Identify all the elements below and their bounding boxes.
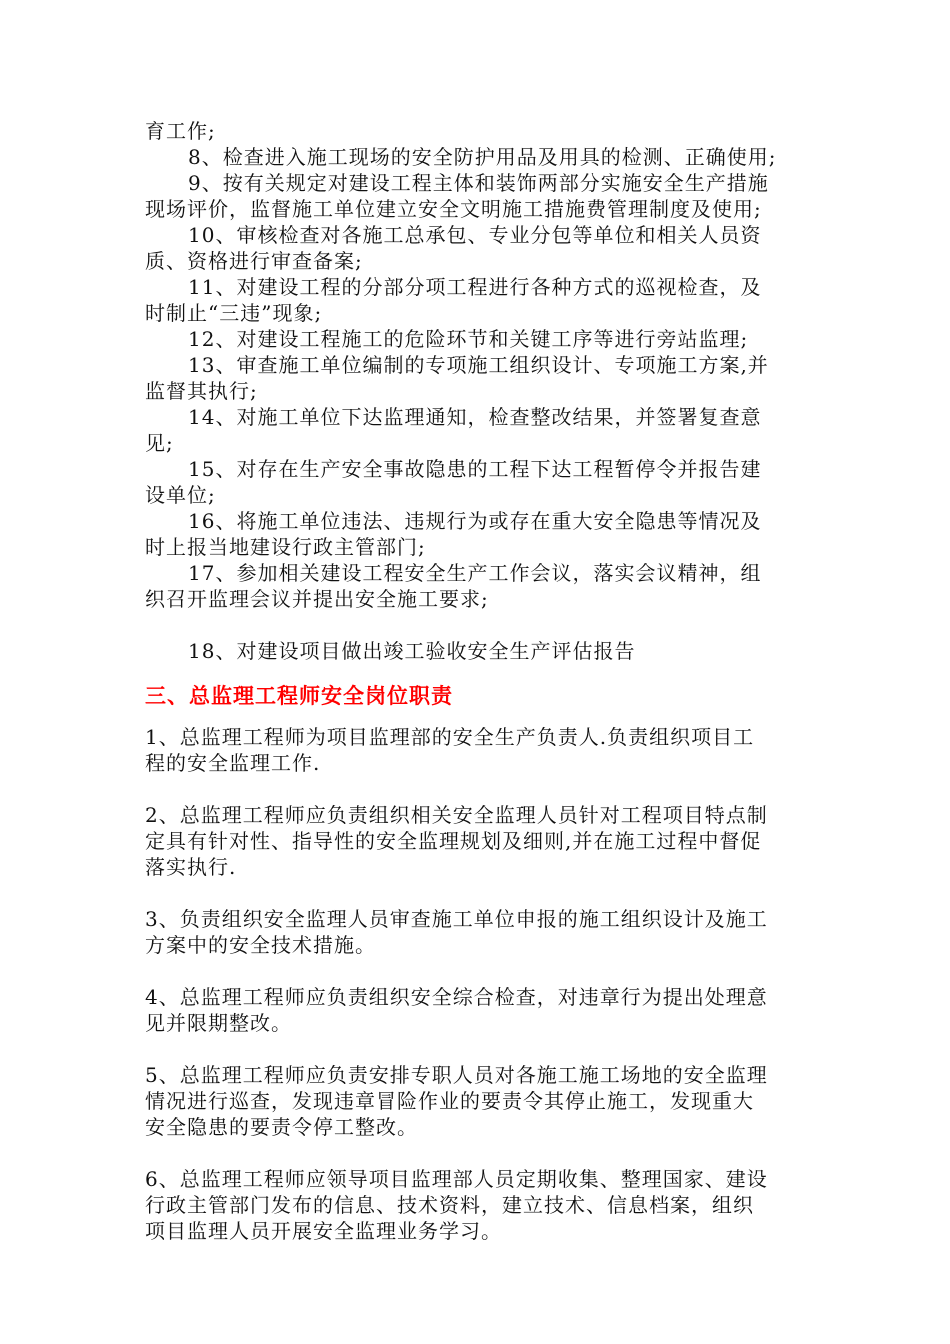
paragraph-line: 项目监理人员开展安全监理业务学习。	[145, 1219, 502, 1243]
section-heading: 三、总监理工程师安全岗位职责	[145, 684, 453, 708]
responsibility-paragraphs	[145, 724, 805, 1244]
list-item-line: 11、对建设工程的分部分项工程进行各种方式的巡视检查，及	[188, 275, 762, 299]
paragraph-line: 方案中的安全技术措施。	[145, 933, 376, 957]
paragraph	[145, 724, 805, 776]
list-item-line: 16、将施工单位违法、违规行为或存在重大安全隐患等情况及	[188, 509, 762, 533]
paragraph-line: 安全隐患的要责令停工整改。	[145, 1115, 418, 1139]
duty-list	[145, 118, 805, 612]
paragraph-line: 见并限期整改。	[145, 1011, 292, 1035]
paragraph	[145, 802, 805, 880]
paragraph	[145, 1166, 805, 1244]
paragraph-line: 落实执行.	[145, 855, 237, 879]
paragraph	[145, 906, 805, 958]
paragraph-line: 定具有针对性、指导性的安全监理规划及细则,并在施工过程中督促	[145, 829, 762, 853]
paragraph-line: 程的安全监理工作.	[145, 751, 321, 775]
paragraph-line: 4、总监理工程师应负责组织安全综合检查，对违章行为提出处理意	[145, 985, 768, 1009]
document-page	[145, 118, 805, 1270]
paragraph	[145, 984, 805, 1036]
paragraph-line: 6、总监理工程师应领导项目监理部人员定期收集、整理国家、建设	[145, 1167, 768, 1191]
list-item-line: 13、审查施工单位编制的专项施工组织设计、专项施工方案,并	[188, 353, 769, 377]
paragraph-line: 情况进行巡查，发现违章冒险作业的要责令其停止施工，发现重大	[145, 1089, 754, 1113]
list-item-line: 织召开监理会议并提出安全施工要求;	[145, 587, 489, 611]
list-item-line: 监督其执行;	[145, 379, 258, 403]
list-item-line: 时制止“三违”现象;	[145, 301, 323, 325]
list-item-line: 12、对建设工程施工的危险环节和关键工序等进行旁站监理;	[188, 327, 749, 351]
list-item-line: 育工作;	[145, 119, 216, 143]
list-item-line: 现场评价，监督施工单位建立安全文明施工措施费管理制度及使用;	[145, 197, 762, 221]
paragraph-line: 2、总监理工程师应负责组织相关安全监理人员针对工程项目特点制	[145, 803, 768, 827]
list-item-line: 时上报当地建设行政主管部门;	[145, 535, 426, 559]
list-item-line: 设单位;	[145, 483, 216, 507]
list-item-line: 14、对施工单位下达监理通知，检查整改结果，并签署复查意	[188, 405, 762, 429]
list-item-line: 质、资格进行审查备案;	[145, 249, 363, 273]
paragraph-line: 1、总监理工程师为项目监理部的安全生产负责人.负责组织项目工	[145, 725, 755, 749]
list-item-18: 18、对建设项目做出竣工验收安全生产评估报告	[188, 639, 636, 663]
list-item-line: 8、检查进入施工现场的安全防护用品及用具的检测、正确使用;	[188, 145, 777, 169]
paragraph	[145, 1062, 805, 1140]
list-item-line: 见;	[145, 431, 174, 455]
list-item-line: 9、按有关规定对建设工程主体和装饰两部分实施安全生产措施	[188, 171, 769, 195]
paragraph-line: 行政主管部门发布的信息、技术资料，建立技术、信息档案，组织	[145, 1193, 754, 1217]
list-item-line: 17、参加相关建设工程安全生产工作会议，落实会议精神，组	[188, 561, 762, 585]
paragraph-line: 5、总监理工程师应负责安排专职人员对各施工施工场地的安全监理	[145, 1063, 768, 1087]
list-item-line: 10、审核检查对各施工总承包、专业分包等单位和相关人员资	[188, 223, 762, 247]
paragraph-line: 3、负责组织安全监理人员审查施工单位申报的施工组织设计及施工	[145, 907, 768, 931]
list-item-line: 15、对存在生产安全事故隐患的工程下达工程暂停令并报告建	[188, 457, 762, 481]
